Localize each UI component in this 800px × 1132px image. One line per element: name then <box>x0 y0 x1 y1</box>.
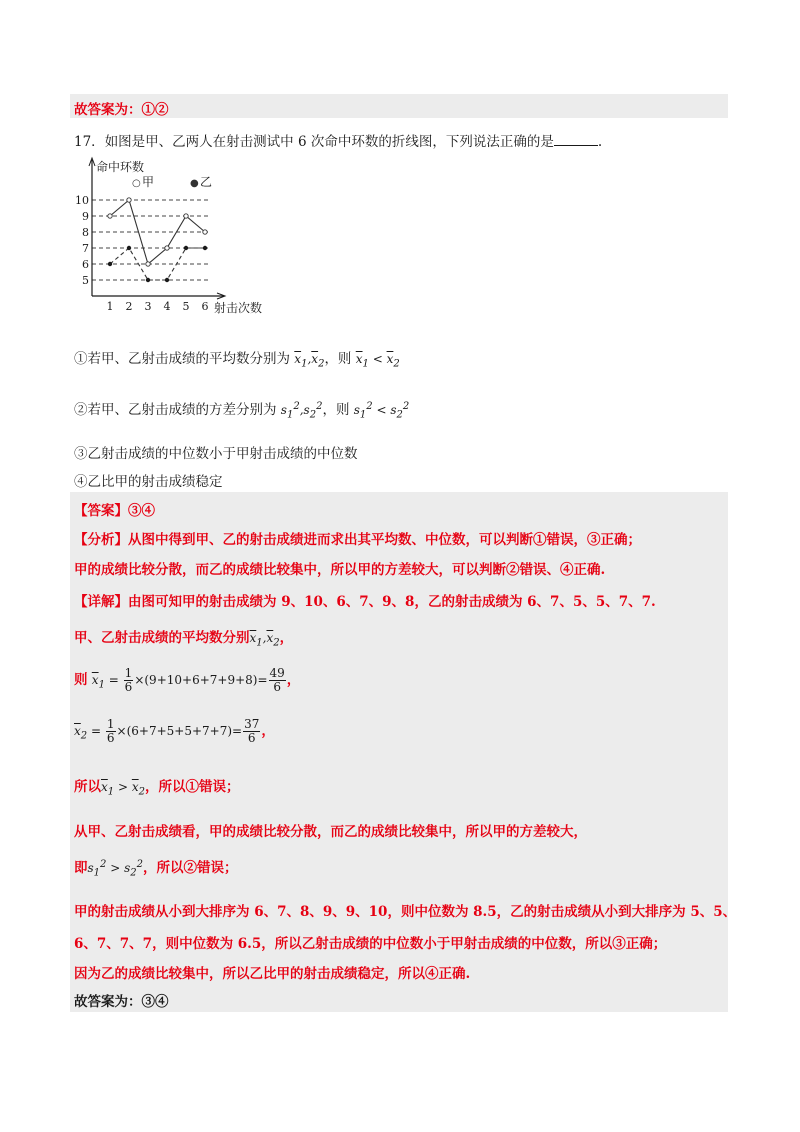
series-2-point <box>203 246 207 250</box>
option-1-text: ①若甲、乙射击成绩的平均数分别为 <box>74 351 290 367</box>
series-2-point <box>184 246 188 250</box>
series-group <box>108 198 207 282</box>
y-axis-label: 命中环数 <box>96 160 145 174</box>
detail-line-2-end: ， <box>279 630 294 646</box>
y-tick-8: 8 <box>82 226 89 239</box>
legend-marker-2: ● <box>190 178 199 189</box>
series-2-point <box>146 278 150 282</box>
x-tick-2: 2 <box>125 300 133 313</box>
mean-relation: $\overline{x}_1 > \overline{x}_2$ <box>101 780 145 798</box>
question-text: 如图是甲、乙两人在射击测试中 6 次命中环数的折线图，下列说法正确的是 <box>104 134 554 150</box>
variance-conclusion <box>74 856 238 878</box>
y-tick-7: 7 <box>82 242 89 255</box>
legend <box>132 175 212 189</box>
mean-calc-2-formula: $\overline{x}_2$ = $\frac{1}{6}$ ×(6+7+5+5+7+7)= $\frac{37}{6}$ <box>74 717 260 745</box>
y-tick-6: 6 <box>82 258 89 271</box>
mean-calc-1-formula: $\overline{x}_1$ = $\frac{1}{6}$ ×(9+10+6+7+9+8)= $\frac{49}{6}$ <box>91 666 285 694</box>
median-line-1: 甲的射击成绩从小到大排序为 6、7、8、9、9、10，则中位数为 8.5，乙的射击成绩从小到大排序为 5、5、 <box>74 904 737 920</box>
option-3: ③乙射击成绩的中位数小于甲射击成绩的中位数 <box>74 446 358 462</box>
x-tick-3: 3 <box>144 300 152 313</box>
analysis-line-2: 甲的成绩比较分散，而乙的成绩比较集中，所以甲的方差较大，可以判断②错误、④正确. <box>74 562 606 578</box>
legend-label-2: 乙 <box>200 175 213 189</box>
option-2-mid: ，则 <box>322 402 350 418</box>
mean-calc-1: 则 $\overline{x}_1$ = $\frac{1}{6}$ ×(9+10+6+7+9+8)= $\frac{49}{6}$ ， <box>74 666 301 694</box>
mean-conclusion-prefix: 所以 <box>74 779 101 795</box>
mean-calc-2: $\overline{x}_2$ = $\frac{1}{6}$ ×(6+7+5+5+7+7)= $\frac{37}{6}$ ， <box>74 717 275 745</box>
variance-suffix: ，所以②错误； <box>143 860 238 876</box>
solution-answer: 【答案】③④ <box>74 503 155 519</box>
x-tick-1: 1 <box>106 300 114 313</box>
y-tick-10: 10 <box>75 194 89 207</box>
series-1-point <box>184 214 188 218</box>
mean-conclusion-suffix: ，所以①错误； <box>145 779 240 795</box>
series-1-point <box>108 214 112 218</box>
option-1-relation: $\overline{x}_1 < \overline{x}_2$ <box>355 352 400 370</box>
option-4: ④乙比甲的射击成绩稳定 <box>74 474 223 490</box>
series-1-point <box>127 198 131 202</box>
legend-label-1: 甲 <box>142 175 155 189</box>
detail-line-2-text: 甲、乙射击成绩的平均数分别 <box>74 630 250 646</box>
detail-line-1: 【详解】由图可知甲的射击成绩为 9、10、6、7、9、8，乙的射击成绩为 6、7、5、5、7、7. <box>74 594 656 610</box>
variance-prefix: 即 <box>74 860 88 876</box>
answer-blank <box>554 133 598 146</box>
series-1-point <box>165 246 169 250</box>
x-tick-4: 4 <box>163 300 171 313</box>
y-tick-9: 9 <box>82 210 89 223</box>
variance-line: 从甲、乙射击成绩看，甲的成绩比较分散，而乙的成绩比较集中，所以甲的方差较大， <box>74 824 587 840</box>
series-2-point <box>127 246 131 250</box>
x-axis-label: 射击次数 <box>214 301 263 315</box>
y-tick-labels <box>75 194 89 287</box>
option-2-text: ②若甲、乙射击成绩的方差分别为 <box>74 402 277 418</box>
option-1-means: $\overline{x}_1,\overline{x}_2$ <box>294 352 325 370</box>
series-2-point <box>165 278 169 282</box>
stability-line: 因为乙的成绩比较集中，所以乙比甲的射击成绩稳定，所以④正确. <box>74 966 471 982</box>
series-2-point <box>108 262 112 266</box>
option-1 <box>74 347 400 369</box>
x-tick-5: 5 <box>182 300 190 313</box>
top-answer: 故答案为：①② <box>74 102 169 118</box>
option-1-mid: ，则 <box>324 351 352 367</box>
median-line-2: 6、7、7、7，则中位数为 6.5，所以乙射击成绩的中位数小于甲射击成绩的中位数，所以③正确； <box>74 936 667 952</box>
option-2-variances: $s_1^2,s_2^2$ <box>280 401 323 421</box>
detail-line-2 <box>74 626 293 648</box>
line-chart <box>74 150 274 322</box>
legend-marker-1: ○ <box>132 178 141 189</box>
option-2-relation: $s_1^2 < s_2^2$ <box>353 401 410 421</box>
series-1-point <box>203 230 207 234</box>
question-line <box>74 130 602 150</box>
mean-calc-1-prefix: 则 <box>74 672 88 688</box>
grid-lines <box>92 200 209 280</box>
analysis-line-1: 【分析】从图中得到甲、乙的射击成绩进而求出其平均数、中位数，可以判断①错误，③正确； <box>74 532 641 548</box>
y-tick-5: 5 <box>82 274 89 287</box>
final-answer: 故答案为：③④ <box>74 994 169 1010</box>
question-end: . <box>597 134 603 150</box>
variance-relation: $s_1^2 > s_2^2$ <box>87 859 144 879</box>
option-2 <box>74 398 409 420</box>
detail-means: $\overline{x}_1,\overline{x}_2$ <box>249 631 280 649</box>
x-tick-labels <box>107 300 209 313</box>
mean-conclusion <box>74 775 240 797</box>
series-1-point <box>146 262 150 266</box>
question-number: 17． <box>74 134 105 150</box>
x-tick-6: 6 <box>201 300 209 313</box>
